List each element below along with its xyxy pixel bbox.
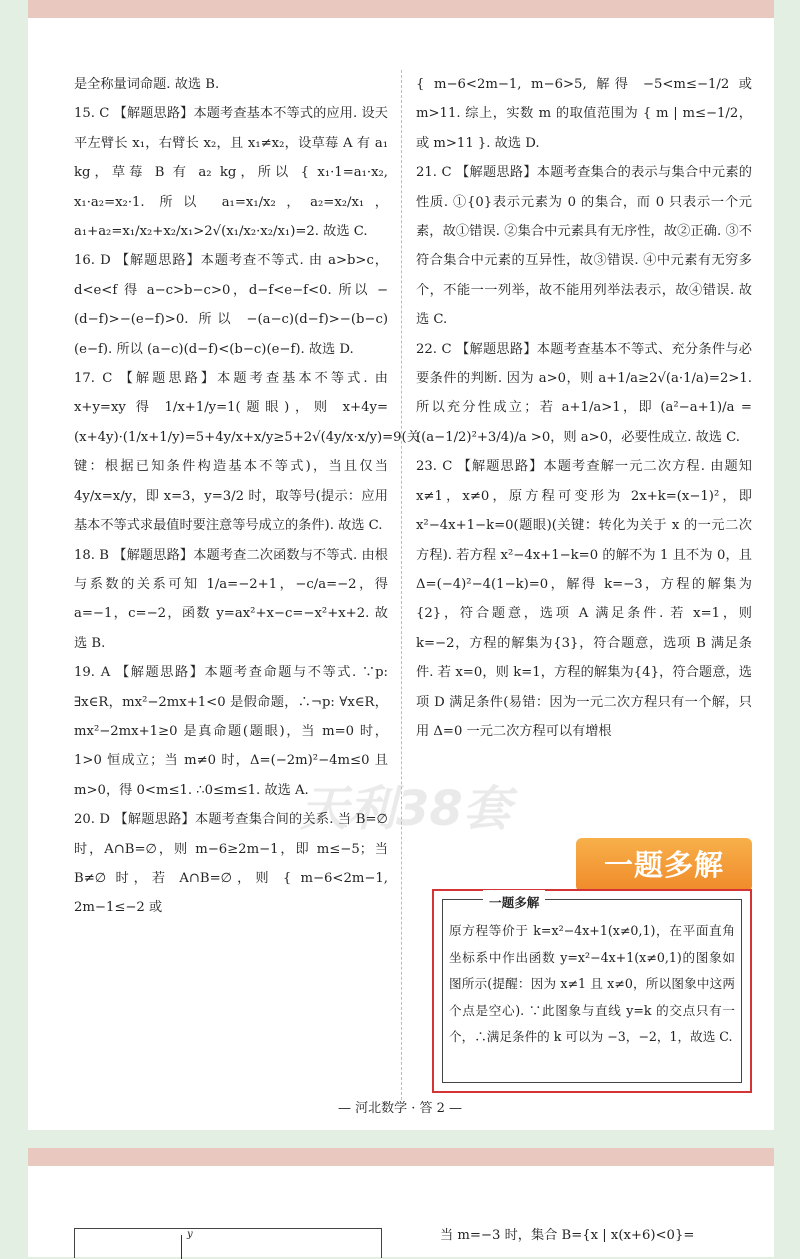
- answer-23: 23. C 【解题思路】本题考查解一元二次方程. 由题知 x≠1，x≠0，原方程可变形为 2x+k=(x−1)²，即 x²−4x+1−k=0(题眼)(关键：转化为关于 x 的一元二次方程). 若方程 x²−4x+1−k=0 的解不为 1 且不为 0，且 Δ=(−4)²−4(1−k)=0，解得 k=−3，方程的解集为{2}，符合题意，选项 A 满足条件. 若 x=1，则 k=−2，方程的解集为{3}，符合题意，选项 B 满足条件. 若 x=0，则 k=1，方程的解集为{4}，符合题意，选项 D 满足条件(易错：因为一元二次方程只有一个解，只用 Δ=0 一元二次方程可以有增根: [416, 459, 752, 739]
- answer-19: 19. A 【解题思路】本题考查命题与不等式. ∵p: ∃x∈R，mx²−2mx+1<0 是假命题，∴¬p: ∀x∈R，mx²−2mx+1≥0 是真命题(题眼)，当 m=0 时，1>0 恒成立；当 m≠0 时，Δ=(−2m)²−4m≤0 且 m>0，得 0<m≤1. ∴0≤m≤1. 故选 A.: [74, 665, 388, 798]
- alternative-solution-frame: [442, 895, 742, 1083]
- answer-18: 18. B 【解题思路】本题考查二次函数与不等式. 由根与系数的关系可知 1/a=−2+1，−c/a=−2，得 a=−1，c=−2，函数 y=ax²+x−c=−x²+x+2. 故选 B.: [74, 547, 388, 651]
- y-axis-line: [181, 1235, 182, 1259]
- column-divider: [401, 70, 402, 1100]
- next-page-text: 当 m=−3 时，集合 B={x | x(x+6)<0}=: [440, 1228, 695, 1243]
- page-footer: — 河北数学 · 答 2 —: [337, 1101, 463, 1116]
- answer-20: 20. D 【解题思路】本题考查集合间的关系. 当 B=∅ 时，A∩B=∅，则 m−6≥2m−1，即 m≤−5；当 B≠∅ 时，若 A∩B=∅，则 { m−6<2m−1, 2m−1≤−2 或: [74, 812, 388, 916]
- alternative-solution-title: 一题多解: [483, 890, 545, 917]
- top-header-bar: [28, 0, 774, 18]
- alternative-solution-box: [432, 889, 752, 1093]
- page-separator-bar: [28, 1148, 774, 1166]
- answer-text-14-end: 是全称量词命题. 故选 B.: [74, 77, 220, 92]
- right-column: [416, 70, 752, 746]
- answer-20-continued: { m−6<2m−1, m−6>5, 解得 −5<m≤−1/2 或 m>11. 综上，实数 m 的取值范围为 { m | m≤−1/2，或 m>11 }. 故选 D.: [416, 77, 752, 151]
- next-page-graph-frame: [74, 1228, 382, 1258]
- alternative-solution-text: 原方程等价于 k=x²−4x+1(x≠0,1)，在平面直角坐标系中作出函数 y=x²−4x+1(x≠0,1)的图象如图所示(提醒：因为 x≠1 且 x≠0，所以图象中这两个点是空心). ∵此图象与直线 y=k 的交点只有一个，∴满足条件的 k 可以为 −3，−2，1，故选 C.: [449, 923, 735, 1044]
- answer-16: 16. D 【解题思路】本题考查不等式. 由 a>b>c，d<e<f 得 a−c>b−c>0，d−f<e−f<0. 所以 −(d−f)>−(e−f)>0. 所以 −(a−c)(d−f)>−(b−c)(e−f). 所以 (a−c)(d−f)<(b−c)(e−f). 故选 D.: [74, 253, 388, 357]
- answer-22: 22. C 【解题思路】本题考查基本不等式、充分条件与必要条件的判断. 因为 a>0，则 a+1/a≥2√(a·1/a)=2>1. 所以充分性成立；若 a+1/a>1，即 (a²−a+1)/a = ((a−1/2)²+3/4)/a >0，则 a>0，必要性成立. 故选 C.: [416, 341, 752, 445]
- multiple-solutions-badge: 一题多解: [576, 838, 752, 892]
- answer-15: 15. C 【解题思路】本题考查基本不等式的应用. 设天平左臂长 x₁，右臂长 x₂，且 x₁≠x₂，设草莓 A 有 a₁ kg，草莓 B 有 a₂ kg，所以 { x₁·1=a₁·x₂, x₁·a₂=x₂·1. 所以 a₁=x₁/x₂，a₂=x₂/x₁，a₁+a₂=x₁/x₂+x₂/x₁>2√(x₁/x₂·x₂/x₁)=2. 故选 C.: [74, 106, 388, 240]
- watermark-logo: 天利38套: [300, 781, 511, 837]
- answer-17: 17. C 【解题思路】本题考查基本不等式. 由 x+y=xy 得 1/x+1/y=1(题眼)，则 x+4y=(x+4y)·(1/x+1/y)=5+4y/x+x/y≥5+2√(4y/x·x/y)=9(关键：根据已知条件构造基本不等式)，当且仅当 4y/x=x/y，即 x=3，y=3/2 时，取等号(提示：应用基本不等式求最值时要注意等号成立的条件). 故选 C.: [74, 371, 420, 534]
- answer-21: 21. C 【解题思路】本题考查集合的表示与集合中元素的性质. ①{0}表示元素为 0 的集合，而 0 只表示一个元素，故①错误. ②集合中元素具有无序性，故②正确. ③不符合集合中元素的互异性，故③错误. ④中元素有无穷多个，不能一一列举，故不能用列举法表示，故④错误. 故选 C.: [416, 165, 752, 328]
- y-axis-label: y: [187, 1229, 193, 1240]
